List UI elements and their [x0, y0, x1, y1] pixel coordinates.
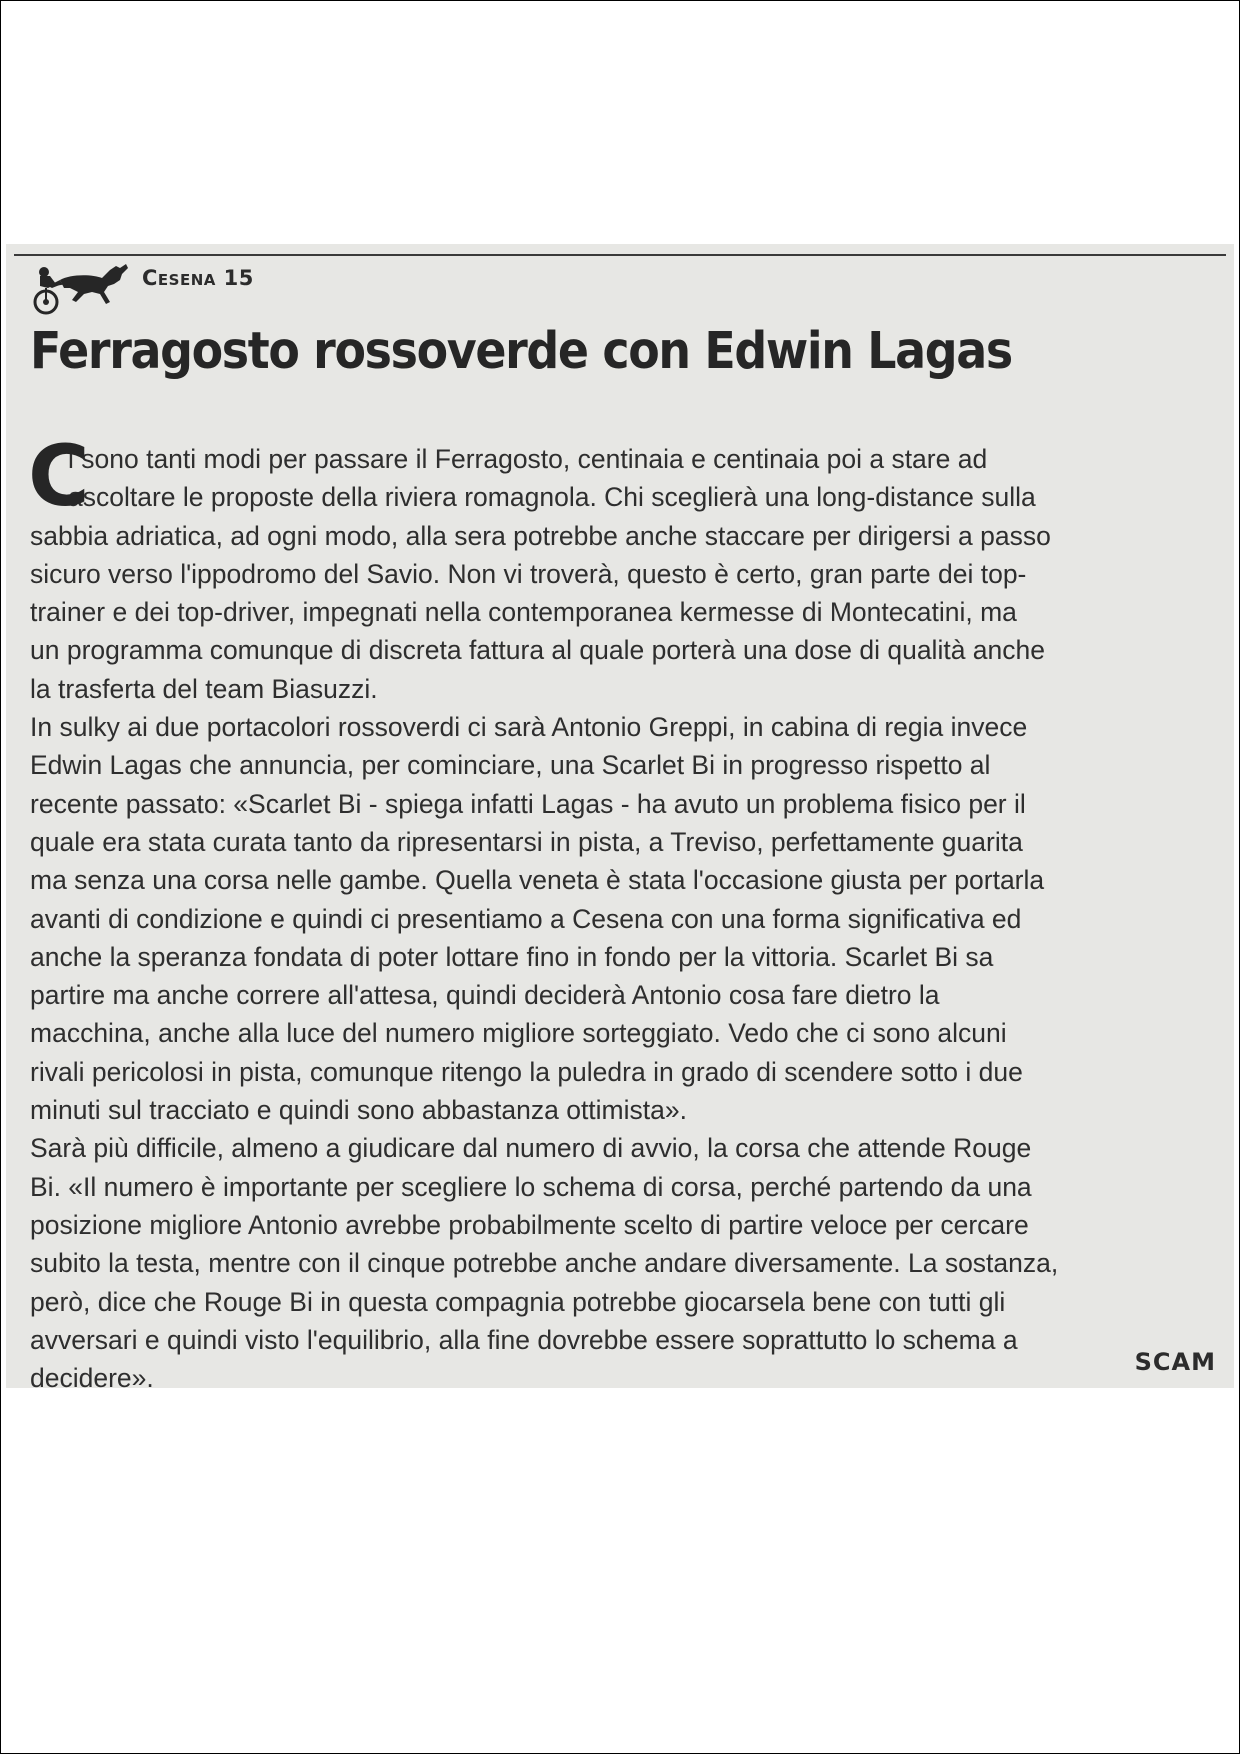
kicker-row [30, 258, 254, 318]
text-line: sicuro verso l'ippodromo del Savio. Non vi troverà, questo è certo, gran parte dei top- [30, 558, 1027, 589]
kicker: Cesena 15 [142, 266, 254, 290]
text-line: partire ma anche correre all'attesa, quindi deciderà Antonio cosa fare dietro la [30, 980, 940, 1011]
text-line: anche la speranza fondata di poter lottare fino in fondo per la vittoria. Scarlet Bi sa [30, 941, 994, 972]
article-body [28, 427, 1220, 1388]
harness-racing-horse-icon [30, 258, 134, 316]
text-line: però, dice che Rouge Bi in questa compagnia potrebbe giocarsela bene con tutti gli [30, 1286, 1006, 1317]
text-line: Sarà più difficile, almeno a giudicare dal numero di avvio, la corsa che attende Rouge [30, 1133, 1032, 1164]
text-line: rivali pericolosi in pista, comunque ritengo la puledra in grado di scendere sotto i due [30, 1056, 1023, 1087]
paragraph [28, 427, 1220, 708]
paragraph [30, 708, 1220, 1129]
text-line: avanti di condizione e quindi ci presentiamo a Cesena con una forma significativa ed [30, 903, 1022, 934]
text-line: subito la testa, mentre con il cinque potrebbe anche andare diversamente. La sostanza, [30, 1248, 1059, 1279]
text-line: posizione migliore Antonio avrebbe probabilmente scelto di partire veloce per cercare [30, 1209, 1029, 1240]
text-line: macchina, anche alla luce del numero migliore sorteggiato. Vedo che ci sono alcuni [30, 1018, 1007, 1049]
text-line: trainer e dei top-driver, impegnati nella contemporanea kermesse di Montecatini, ma [30, 597, 1017, 628]
drop-cap: C [28, 427, 90, 525]
text-line: ascoltare le proposte della riviera romagnola. Chi sceglierà una long-distance sulla [68, 482, 1036, 513]
text-line: C i sono tanti modi per passare il Ferragosto, centinaia e centinaia poi a stare ad [28, 427, 988, 525]
text-line: Bi. «Il numero è importante per scegliere lo schema di corsa, perché partendo da una [30, 1171, 1032, 1202]
text-line: In sulky ai due portacolori rossoverdi ci sarà Antonio Greppi, in cabina di regia invece [30, 712, 1028, 743]
text-line: quale era stata curata tanto da ripresentarsi in pista, a Treviso, perfettamente guarita [30, 826, 1023, 857]
text-line: la trasferta del team Biasuzzi. [30, 673, 378, 704]
text-line: recente passato: «Scarlet Bi - spiega infatti Lagas - ha avuto un problema fisico per il [30, 788, 1026, 819]
text-line: un programma comunque di discreta fattura al quale porterà una dose di qualità anche [30, 635, 1045, 666]
text-line: minuti sul tracciato e quindi sono abbastanza ottimista». [30, 1095, 687, 1126]
text-line: sabbia adriatica, ad ogni modo, alla sera potrebbe anche staccare per dirigersi a passo [30, 520, 1051, 551]
text-line: avversari e quindi visto l'equilibrio, alla fine dovrebbe essere soprattutto lo schema a [30, 1324, 1018, 1355]
headline: Ferragosto rossoverde con Edwin Lagas [30, 322, 1012, 381]
top-rule [14, 254, 1226, 256]
paragraph [30, 1129, 1220, 1388]
text-line: Edwin Lagas che annuncia, per cominciare, una Scarlet Bi in progresso rispetto al [30, 750, 991, 781]
text-line: ma senza una corsa nelle gambe. Quella veneta è stata l'occasione giusta per portarla [30, 865, 1045, 896]
newspaper-clipping [6, 244, 1234, 1388]
author-signature: SCAM [1134, 1348, 1216, 1376]
text-line: decidere». [30, 1363, 154, 1388]
